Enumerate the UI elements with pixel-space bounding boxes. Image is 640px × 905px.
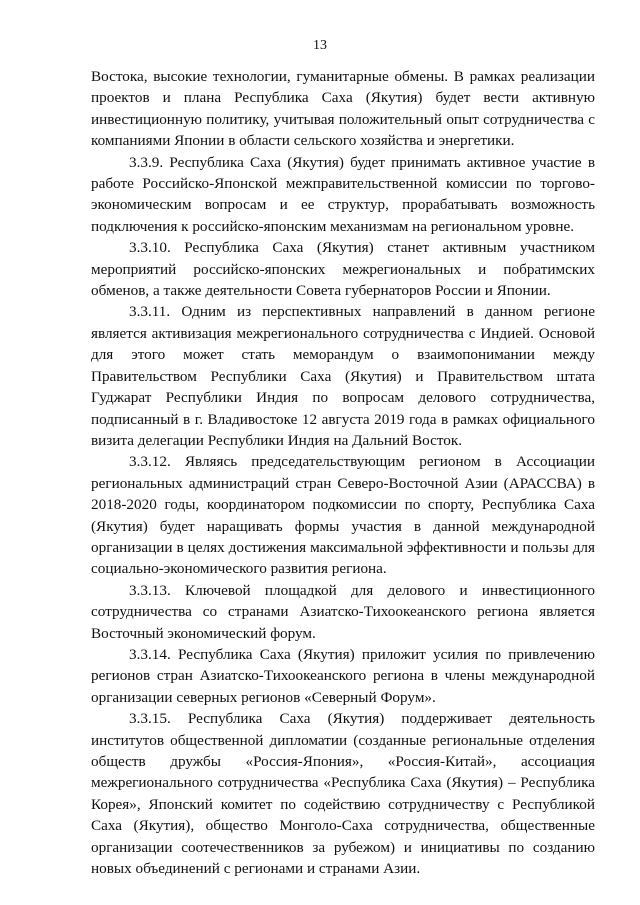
paragraph-3-3-9: 3.3.9. Республика Саха (Якутия) будет принимать активное участие в работе Российско-Японской межправительственной комиссии по торгово-экономическим вопросам и ее структур, прорабатывать возможность подключения к российско-японским механизмам на региональном уровне. [91, 153, 595, 235]
paragraph-3-3-14: 3.3.14. Республика Саха (Якутия) приложит усилия по привлечению регионов стран Азиатско-Тихоокеанского региона в члены международной организации северных регионов «Северный Форум». [91, 645, 595, 706]
document-body [91, 66, 595, 879]
paragraph-3-3-10: 3.3.10. Республика Саха (Якутия) станет активным участником мероприятий российско-японских межрегиональных и побратимских обменов, а также деятельности Совета губернаторов России и Японии. [91, 239, 595, 300]
paragraph-3-3-15: 3.3.15. Республика Саха (Якутия) поддерживает деятельность институтов общественной дипломатии (созданные региональные отделения обществ дружбы «Россия-Япония», «Россия-Китай», ассоциация межрегионального сотрудничества «Республика Саха (Якутия) – Республика Корея», Японский комитет по содействию сотрудничеству с Республикой Саха (Якутия), общество Монголо-Саха сотрудничества, общественные организации соотечественников за рубежом) и инициативы по созданию новых объединений с регионами и странами Азии. [91, 710, 595, 878]
paragraph-3-3-11: 3.3.11. Одним из перспективных направлений в данном регионе является активизация межрегионального сотрудничества с Индией. Основой для этого может стать меморандум о взаимопонимании между Правительством Республики Саха (Якутия) и Правительством штата Гуджарат Республики Индия по вопросам делового сотрудничества, подписанный в г. Владивостоке 12 августа 2019 года в рамках официального визита делегации Республики Индия на Дальний Восток. [91, 303, 595, 449]
page-number: 13 [313, 38, 327, 53]
paragraph-3-3-12: 3.3.12. Являясь председательствующим регионом в Ассоциации региональных администраций стран Северо-Восточной Азии (АРАССВА) в 2018-2020 годы, координатором подкомиссии по спорту, Республика Саха (Якутия) будет наращивать формы участия в данной международной организации в целях достижения максимальной эффективности и пользы для социально-экономического развития региона. [91, 453, 595, 578]
paragraph-3-3-13: 3.3.13. Ключевой площадкой для делового и инвестиционного сотрудничества со странами Азиатско-Тихоокеанского региона является Восточный экономический форум. [91, 581, 595, 642]
paragraph-continuation: Востока, высокие технологии, гуманитарные обмены. В рамках реализации проектов и плана Республика Саха (Якутия) будет вести активную инвестиционную политику, учитывая положительный опыт сотрудничества с компаниями Японии в области сельского хозяйства и энергетики. [91, 68, 595, 150]
